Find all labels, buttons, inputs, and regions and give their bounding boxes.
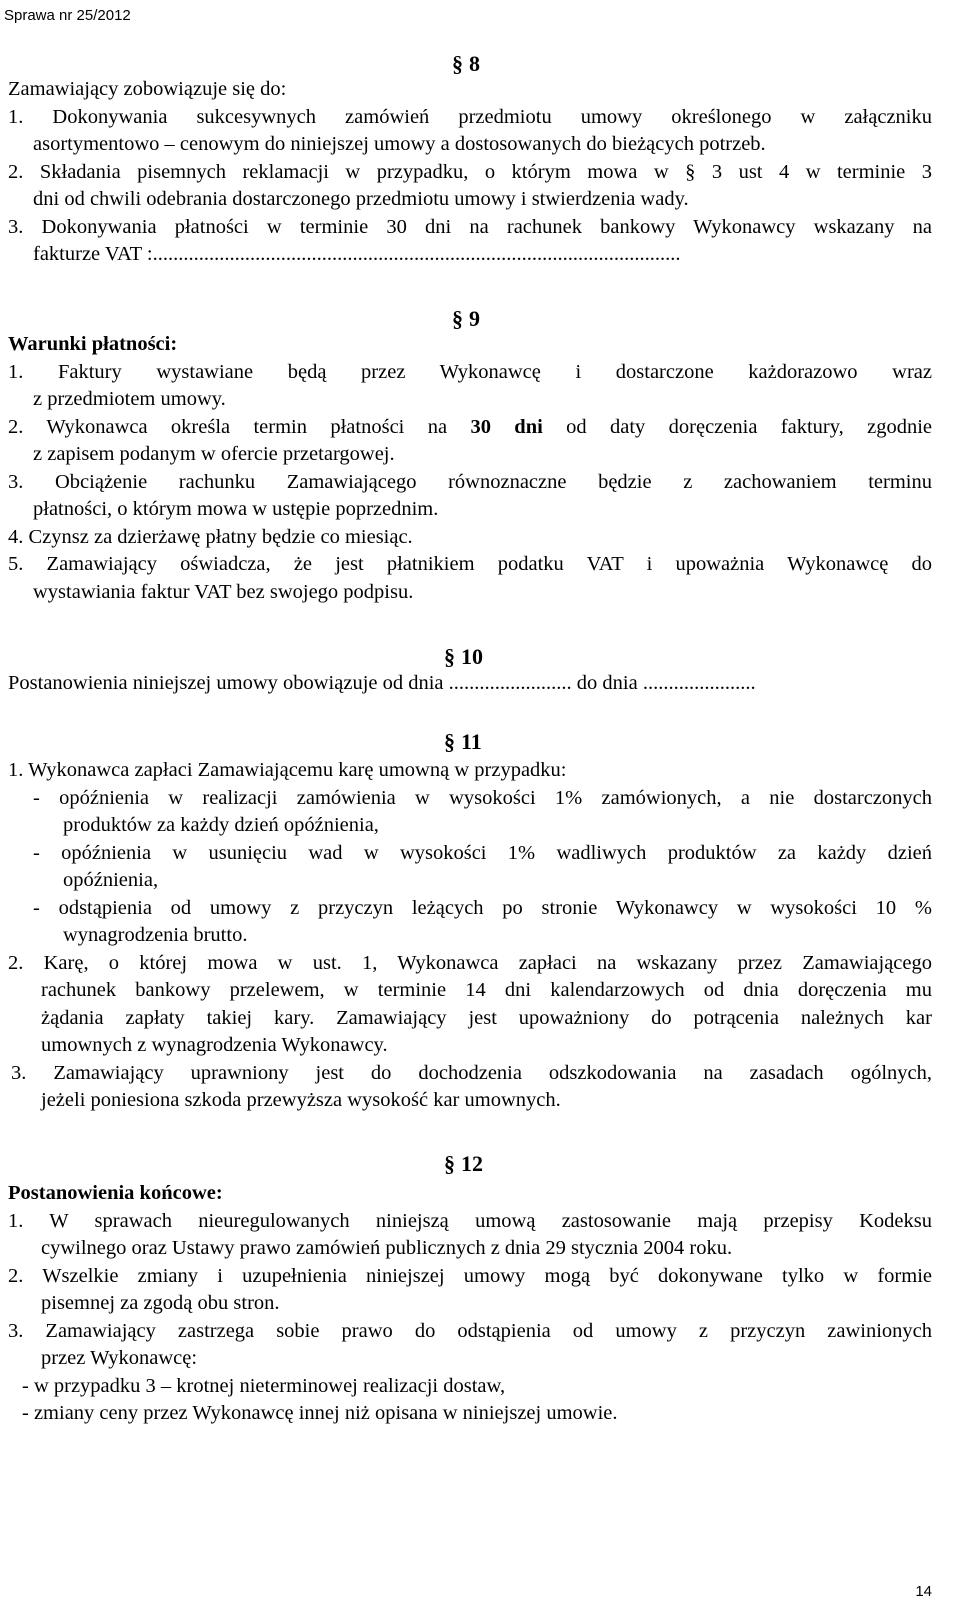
section-11-heading xyxy=(444,728,482,756)
section-11-line: 2. Karę, o której mowa w ust. 1, Wykonawca zapłaci na wskazany przez Zamawiającego xyxy=(8,951,932,974)
section-12-line: cywilnego oraz Ustawy prawo zamówień publicznych z dnia 29 stycznia 2004 roku. xyxy=(41,1237,733,1259)
section-9-line: 1. Faktury wystawiane będą przez Wykonawcę i dostarczone każdorazowo wraz xyxy=(8,360,932,383)
section-11-line: 3. Zamawiający uprawniony jest do dochodzenia odszkodowania na zasadach ogólnych, xyxy=(11,1061,932,1084)
section-12-line: 1. W sprawach nieuregulowanych niniejszą umową zastosowanie mają przepisy Kodeksu xyxy=(8,1209,932,1232)
section-9-body xyxy=(8,331,932,606)
section-11-body xyxy=(8,757,932,1115)
section-11-dash-item: - odstąpienia od umowy z przyczyn leżących po stronie Wykonawcy w wysokości 10 % xyxy=(33,896,932,919)
section-11-line: żądania zapłaty takiej kary. Zamawiający jest upoważniony do potrącenia należnych kar xyxy=(41,1006,932,1029)
section-12-line: 3. Zamawiający zastrzega sobie prawo do odstąpienia od umowy z przyczyn zawinionych xyxy=(8,1319,932,1342)
section-11-dash-item: wynagrodzenia brutto. xyxy=(63,924,248,946)
section-symbol: § xyxy=(444,1151,455,1176)
section-symbol: § xyxy=(452,306,463,331)
section-symbol: § xyxy=(444,729,455,754)
section-11-intro: 1. Wykonawca zapłaci Zamawiającemu karę umowną w przypadku: xyxy=(8,759,567,781)
section-10-body xyxy=(8,670,932,698)
section-9-title: Warunki płatności: xyxy=(8,333,178,355)
section-11-line: rachunek bankowy przelewem, w terminie 14 dni kalendarzowych od dnia doręczenia mu xyxy=(41,979,932,1001)
section-12-line: przez Wykonawcę: xyxy=(41,1347,198,1369)
section-9-line: 4. Czynsz za dzierżawę płatny będzie co miesiąc. xyxy=(8,525,413,548)
section-9-line: 3. Obciążenie rachunku Zamawiającego równoznaczne będzie z zachowaniem terminu xyxy=(8,470,932,493)
section-12-body xyxy=(8,1180,932,1428)
section-8-line: 3. Dokonywania płatności w terminie 30 dni na rachunek bankowy Wykonawcy wskazany na xyxy=(8,215,932,238)
section-8-line: fakturze VAT :....................................................................................................... xyxy=(33,243,681,265)
section-8-intro: Zamawiający zobowiązuje się do: xyxy=(8,78,287,100)
section-11-line: umownych z wynagrodzenia Wykonawcy. xyxy=(41,1034,388,1056)
section-number: 10 xyxy=(461,644,483,669)
section-10-text: Postanowienia niniejszej umowy obowiązuje od dnia ........................ do dnia ...................... xyxy=(8,672,756,694)
section-12-heading xyxy=(444,1150,483,1178)
section-9-heading xyxy=(452,305,480,333)
page-number: 14 xyxy=(915,1583,932,1600)
section-10-heading xyxy=(444,643,483,671)
section-8-line: dni od chwili odebrania dostarczonego przedmiotu umowy i stwierdzenia wady. xyxy=(33,188,689,210)
section-number: 8 xyxy=(469,51,480,76)
section-11-dash-item: - opóźnienia w realizacji zamówienia w wysokości 1% zamówionych, a nie dostarczonych xyxy=(33,786,932,809)
section-symbol: § xyxy=(444,644,455,669)
section-9-line: z przedmiotem umowy. xyxy=(33,388,226,410)
section-number: 11 xyxy=(461,729,482,754)
section-12-dash-item: - w przypadku 3 – krotnej nieterminowej realizacji dostaw, xyxy=(22,1374,506,1397)
section-11-line: jeżeli poniesiona szkoda przewyższa wysokość kar umownych. xyxy=(41,1089,561,1111)
document-header: Sprawa nr 25/2012 xyxy=(4,7,131,24)
section-number: 9 xyxy=(469,306,480,331)
section-12-line: 2. Wszelkie zmiany i uzupełnienia niniejszej umowy mogą być dokonywane tylko w formie xyxy=(8,1264,932,1287)
section-11-dash-item: produktów za każdy dzień opóźnienia, xyxy=(63,814,379,836)
section-12-title: Postanowienia końcowe: xyxy=(8,1182,223,1204)
section-9-line: wystawiania faktur VAT bez swojego podpisu. xyxy=(33,580,414,603)
section-9-line: z zapisem podanym w ofercie przetargowej. xyxy=(33,443,395,465)
section-8-heading xyxy=(452,50,480,78)
section-8-body xyxy=(8,76,932,269)
section-12-dash-item: - zmiany ceny przez Wykonawcę innej niż opisana w niniejszej umowie. xyxy=(22,1402,618,1424)
section-12-line: pisemnej za zgodą obu stron. xyxy=(41,1292,280,1314)
section-symbol: § xyxy=(452,51,463,76)
section-8-line: 2. Składania pisemnych reklamacji w przypadku, o którym mowa w § 3 ust 4 w terminie 3 xyxy=(8,160,932,183)
section-9-line: 2. Wykonawca określa termin płatności na 30 dni od daty doręczenia faktury, zgodnie xyxy=(8,415,933,438)
section-8-line: 1. Dokonywania sukcesywnych zamówień przedmiotu umowy określonego w załączniku xyxy=(8,105,932,128)
section-11-dash-item: - opóźnienia w usunięciu wad w wysokości 1% wadliwych produktów za każdy dzień xyxy=(33,841,932,864)
section-8-line: asortymentowo – cenowym do niniejszej umowy a dostosowanych do bieżących potrzeb. xyxy=(33,133,766,155)
section-number: 12 xyxy=(461,1151,483,1176)
section-11-dash-item: opóźnienia, xyxy=(63,869,159,891)
section-9-line: płatności, o którym mowa w ustępie poprzednim. xyxy=(33,498,439,520)
section-9-line: 5. Zamawiający oświadcza, że jest płatnikiem podatku VAT i upoważnia Wykonawcę do xyxy=(8,553,932,575)
